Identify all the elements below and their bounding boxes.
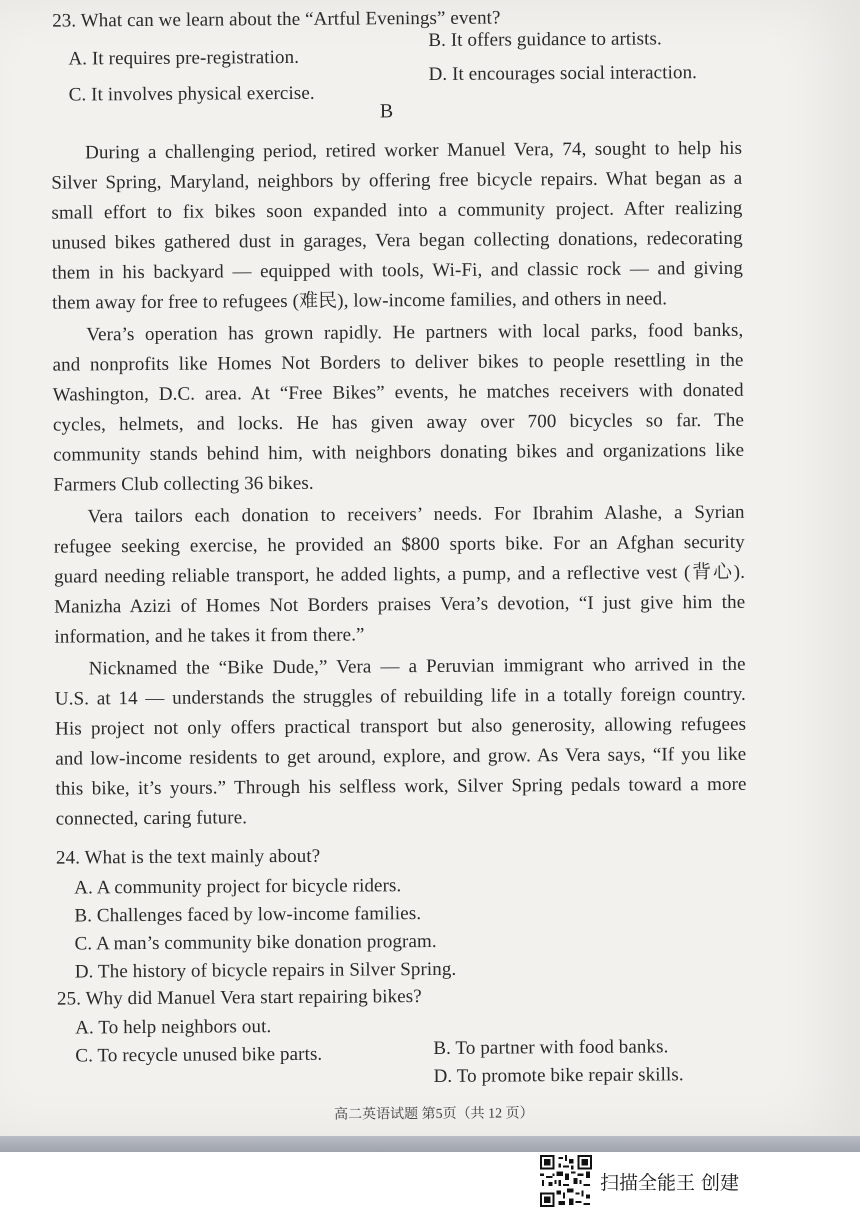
paragraph-1-line: During a challenging period, retired worker Manuel Vera, 74, sought to help his (85, 137, 743, 164)
paragraph-3-line: Vera tailors each donation to receivers’ needs. For Ibrahim Alashe, a Syrian (87, 501, 745, 528)
q25-option-a: A. To help neighbors out. (75, 1016, 272, 1039)
q23-option-d: D. It encourages social interaction. (428, 62, 698, 85)
paragraph-2-line: Vera’s operation has grown rapidly. He partners with local parks, food banks, (86, 319, 744, 346)
q23-stem: 23. What can we learn about the “Artful Evenings” event? (52, 7, 501, 32)
q23-option-a: A. It requires pre-registration. (68, 46, 300, 70)
paragraph-3-line: Manizha Azizi of Homes Not Borders praises Vera’s devotion, “I just give him the (54, 591, 746, 618)
paragraph-4-line: Nicknamed the “Bike Dude,” Vera — a Peruvian immigrant who arrived in the (88, 653, 746, 680)
paragraph-4-line: this bike, it’s yours.” Through his selfless work, Silver Spring pedals toward a more (55, 773, 747, 800)
paragraph-1-line: small effort to fix bikes soon expanded into a community project. After realizing (51, 197, 743, 224)
paragraph-1-line: unused bikes gathered dust in garages, Vera began collecting donations, redecorating (51, 227, 743, 254)
page-footer: 高二英语试题 第5页（共 12 页） (334, 1106, 534, 1123)
q25-option-b: B. To partner with food banks. (433, 1036, 669, 1059)
q25-stem: 25. Why did Manuel Vera start repairing bikes? (56, 986, 422, 1010)
paragraph-3-line: information, and he takes it from there.” (54, 624, 365, 648)
q25-option-c: C. To recycle unused bike parts. (75, 1043, 323, 1067)
paragraph-4-line: U.S. at 14 — understands the struggles of rebuilding life in a totally foreign country. (54, 683, 746, 710)
scanner-watermark-text: 扫描全能王 创建 (600, 1171, 740, 1194)
q23-option-b: B. It offers guidance to artists. (428, 28, 662, 51)
q24-option-b: B. Challenges faced by low-income families. (74, 903, 422, 927)
q24-option-d: D. The history of bicycle repairs in Silver Spring. (74, 958, 457, 983)
q23-option-c: C. It involves physical exercise. (68, 82, 315, 106)
paragraph-2-line: cycles, helmets, and locks. He has given away over 700 bicycles so far. The (52, 409, 745, 436)
paragraph-3-line: refugee seeking exercise, he provided an $800 sports bike. For an Afghan security (53, 531, 745, 558)
q24-option-c: C. A man’s community bike donation program. (74, 930, 437, 955)
paragraph-4-line: and low-income residents to get around, explore, and grow. As Vera says, “If you like (55, 743, 747, 770)
paragraph-4-line: His project not only offers practical transport but also generosity, allowing refugees (55, 713, 747, 740)
q24-stem: 24. What is the text mainly about? (55, 845, 321, 869)
paragraph-1-line: Silver Spring, Maryland, neighbors by offering free bicycle repairs. What began as a (51, 167, 743, 194)
qr-code-icon (540, 1155, 592, 1207)
scanner-watermark (540, 1154, 739, 1208)
paragraph-3-line: guard needing reliable transport, he added lights, a pump, and a reflective vest (背心). (53, 561, 746, 588)
paragraph-1-line: them in his backyard — equipped with tools, Wi-Fi, and classic rock — and giving (51, 257, 743, 284)
paragraph-1-line: them away for free to refugees (难民), low-income families, and others in need. (52, 288, 668, 314)
q25-option-d: D. To promote bike repair skills. (433, 1064, 684, 1087)
q24-option-a: A. A community project for bicycle riders. (74, 875, 402, 899)
paragraph-4-line: connected, caring future. (55, 807, 248, 830)
paragraph-2-line: and nonprofits like Homes Not Borders to deliver bikes to people resettling in the (52, 349, 744, 376)
paragraph-2-line: community stands behind him, with neighbors donating bikes and organizations like (53, 439, 745, 466)
section-label: B (379, 100, 394, 123)
paragraph-2-line: Farmers Club collecting 36 bikes. (53, 472, 314, 496)
paragraph-2-line: Washington, D.C. area. At “Free Bikes” events, he matches receivers with donated (52, 379, 744, 406)
